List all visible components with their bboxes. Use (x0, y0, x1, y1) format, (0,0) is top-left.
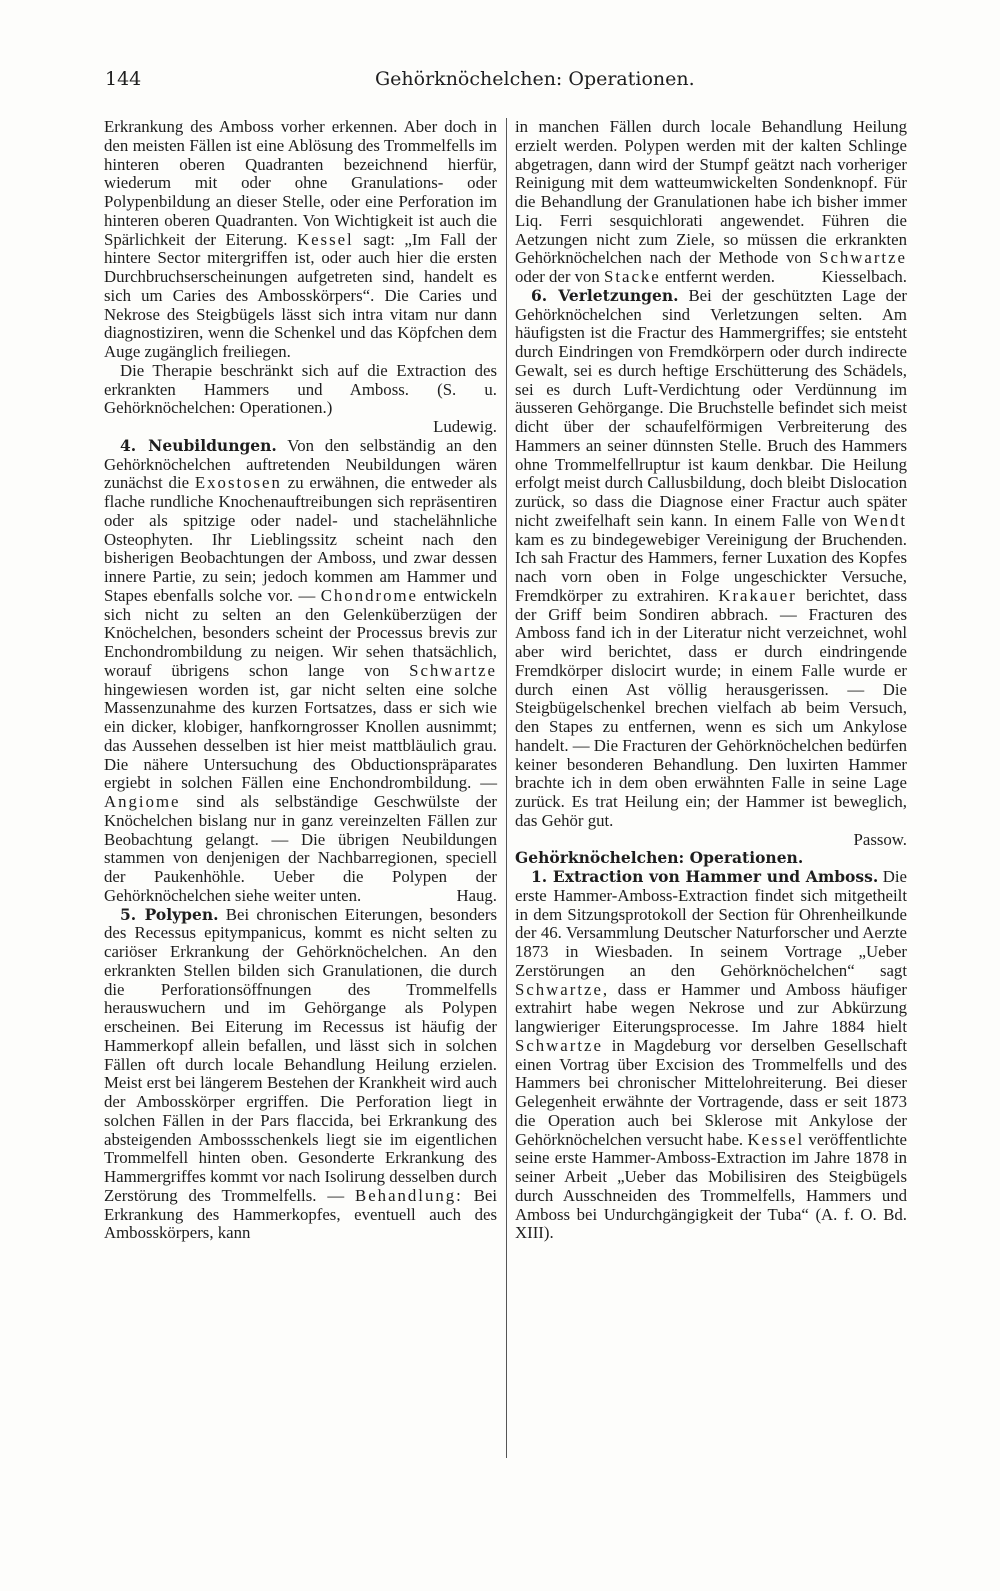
author-name: Wendt (853, 510, 907, 530)
text: zu erwähnen, die entweder als flache rundliche Knochenauftreibungen sich repräsentiren oder als spitzige oder nadel- und stachelähnliche Osteophyten. Ihr Lieblingssitz scheint nach den bisherigen Beobachtungen der Amboss, und zwar dessen innere Partie, zu sein; jedoch kommen am Hammer und Stapes ebenfalls solche vor. — (104, 473, 498, 605)
text: in manchen Fällen durch locale Behandlung Heilung erzielt werden. Polypen werden mit der kalten Schlinge abgetragen, dann wird der Stumpf geätzt nach vorheriger Reinigung mit dem watteumwickelten Sondenknopf. Für die Behandlung der Granulationen habe ich bisher immer Liq. Ferri sesquichlorati angewendet. Führen die Aetzungen nicht zum Ziele, so müssen die erkrankten Gehörknöchelchen nach der Methode von (515, 117, 907, 268)
left-column (104, 118, 497, 1243)
section-neubildungen (104, 437, 497, 906)
author-signature: Kiesselbach. (821, 267, 907, 286)
author-name: Stacke (604, 267, 661, 286)
text: veröffentlichte seine erste Hammer-Amboss-Extraction im Jahre 1878 in seiner Arbeit „Ueber das Mobilisiren des Steigbügels durch Ausschneiden des Trommelfells, Hammers und Amboss bei Undurchgängigkeit der Tuba“ (A. f. O. Bd. XIII). (515, 1129, 907, 1243)
section-heading: 4. Neubildungen. (120, 435, 277, 455)
author-name: Kessel (296, 229, 354, 249)
text: berichtet, dass der Griff beim Sondiren abbrach. — Fracturen des Amboss fand ich in der Literatur nicht verzeichnet, wohl aber wird berichtet, dass er durch eindringende Fremdkörper dislocirt wurde; in einem Falle wurde er durch einen Ast völlig herausgerissen. — Die Steigbügelschenkel brechen vielfach ab beim Versuch, den Stapes zu entfernen, wenn es sich um Ankylose handelt. — Die Fracturen der Gehörknöchelchen bedürfen keiner besonderen Behandlung. Den luxirten Hammer brachte ich in dem oben erwähnten Falle in seine Lage zurück. Es trat Heilung ein; der Hammer ist beweglich, das Gehör gut. (515, 585, 907, 830)
term: Exostosen (194, 473, 282, 493)
term: Chondrome (320, 585, 418, 605)
section-heading: 5. Polypen. (120, 904, 219, 924)
term: Angiome (104, 792, 181, 811)
text: oder der von (515, 267, 605, 286)
section-polypen (104, 906, 497, 1244)
page-number: 144 (105, 68, 142, 90)
text: , dass er Hammer und Amboss häufiger extrahirt habe wegen Nekrose und zur Abkürzung langwieriger Eiterungsprocesse. Im Jahre 1884 hielt (515, 979, 907, 1036)
term: Behandlung: (355, 1185, 463, 1205)
text: sind als selbständige Geschwülste der Knöchelchen bislang nur in ganz vereinzelten Fällen zur Beobachtung gelangt. — Die übrigen Neubildungen stammen von denjenigen der Nachbarregionen, speciell der Paukenhöhle. Ueber die Polypen der Gehörknöchelchen siehe weiter unten. (104, 792, 497, 905)
author-signature: Passow. (853, 829, 907, 849)
text: entwickeln sich nicht zu selten an den Gelenküberzügen der Knöchelchen, besonders scheint der Processus brevis zur Enchondrombildung zu neigen. Wir sehen thatsächlich, worauf übrigens schon lange von (104, 585, 497, 680)
text: kam es zu bindegewebiger Vereinigung der Bruchenden. Ich sah Fractur des Hammers, ferner Luxation des Kopfes nach vorn oben in Folge ungeschickter Versuche, Fremdkörper zu extrahiren. (515, 529, 907, 605)
column-divider (506, 118, 507, 1458)
author-name: Schwartze (819, 248, 907, 268)
text: Die erste Hammer-Amboss-Extraction findet sich mitgetheilt in dem Sitzungsprotokoll der Section für Ohrenheilkunde der 46. Versammlung Deutscher Naturforscher und Aerzte 1873 in Wiesbaden. In seinem Vortrage „Ueber Zerstörungen an den Gehörknöchelchen“ sagt (515, 867, 907, 980)
text: Von den selbständig an den Gehörknöchelchen auftretenden Neubildungen wären zunächst die (104, 435, 497, 493)
right-column (515, 118, 907, 1243)
author-signature: Ludewig. (433, 417, 497, 436)
running-title: Gehörknöchelchen: Operationen. (375, 68, 695, 90)
author-signature: Haug. (456, 885, 497, 905)
text: entfernt werden. (660, 267, 775, 286)
author-name: Schwartze (515, 1035, 603, 1055)
section-heading: 1. Extraction von Hammer und Amboss. (531, 867, 879, 886)
text: Bei Erkrankung des Hammerkopfes, eventuell auch des Ambosskörpers, kann (104, 1185, 498, 1243)
paragraph (515, 118, 907, 287)
text: Bei der geschützten Lage der Gehörknöchelchen sind Verletzungen selten. Am häufigsten ist die Fractur des Hammergriffes; sie entsteht durch Eindringen von Fremdkörpern oder durch indirecte Gewalt, sei es durch heftige Erschütterung des Schädels, sei es durch Luft-Verdichtung oder Verdünnung im äusseren Gehörgange. Die Bruchstelle befindet sich meist dicht über der schaufelförmigen Verbreiterung des Hammers an seiner dünnsten Stelle. Bruch des Hammers ohne Trommelfellruptur ist kaum denkbar. Die Heilung erfolgt meist durch Callusbildung, doch bleibt Dislocation zurück, so dass die Diagnose einer Fractur auch später nicht zweifelhaft sein kann. In einem Falle von (515, 285, 907, 530)
author-name: Schwartze (409, 660, 497, 680)
section-extraction (515, 868, 907, 1243)
section-heading: 6. Verletzungen. (531, 285, 679, 305)
text: Bei chronischen Eiterungen, besonders des Recessus epitympanicus, kommt es nicht selten zu cariöser Erkrankung der Gehörknöchelchen. An den erkrankten Stellen bilden sich Granulationen, die durch die Perforationsöffnungen des Trommelfells herauswuchern und im Gehörgange als Polypen erscheinen. Bei Eiterung im Recessus ist häufig der Hammerkopf allein befallen, und lässt sich in solchen Fällen oft durch locale Behandlung Heilung erzielen. Meist erst bei längerem Bestehen der Krankheit wird auch der Ambosskörper ergriffen. Die Perforation liegt in solchen Fällen in der Pars flaccida, bei Erkrankung des absteigenden Ambossschenkels liegt sie im eigentlichen Trommelfell hinten oben. Gesonderte Erkrankung des Hammergriffes kommt vor nach Isolirung desselben durch Zerstörung des Trommelfells. — (104, 904, 497, 1205)
text: Erkrankung des Amboss vorher erkennen. Aber doch in den meisten Fällen ist eine Ablösung des Trommelfells im hinteren oberen Quadranten bezeichnend hierfür, wiederum mit oder ohne Granulations- oder Polypenbildung an dieser Stelle, oder eine Perforation im hinteren oberen Quadranten. Von Wichtigkeit ist auch die Spärlichkeit der Eiterung. (104, 117, 497, 249)
author-name: Schwartze (515, 979, 603, 999)
paragraph (104, 118, 497, 362)
text: hingewiesen worden ist, gar nicht selten eine solche Massenzunahme des kurzen Fortsatzes, dass er sich wie ein dicker, klobiger, hanfkorngrosser Knollen ausnimmt; das Aussehen desselben ist hier meist mattbläulich grau. Die nähere Untersuchung des Obductionspräparates ergiebt in solchen Fällen eine Enchondrombildung. — (104, 679, 497, 793)
text: in Magdeburg vor derselben Gesellschaft einen Vortrag über Excision des Trommelfells und des Hammers bei chronischer Mittelohreiterung. Bei dieser Gelegenheit erwähnte der Vortragende, dass er seit 1873 die Operation auch bei Sklerose mit Ankylose der Gehörknöchelchen versucht habe. (515, 1035, 907, 1149)
paragraph: Die Therapie beschränkt sich auf die Extraction des erkrankten Hammers und Amboss. (S. u. Gehörknöchelchen: Operationen.) (104, 360, 497, 418)
text: sagt: „Im Fall der hintere Sector mitergriffen ist, oder auch hier die ersten Durchbruchserscheinungen aufgetreten sind, handelt es sich um Caries des Ambosskörpers“. Die Caries und Nekrose des Steigbügels lässt sich intra vitam nur dann diagnostiziren, wenn die Schenkel und das Köpfchen dem Auge zugänglich freiliegen. (104, 229, 498, 361)
main-heading: Gehörknöchelchen: Operationen. (515, 848, 804, 868)
author-name: Kessel (747, 1129, 805, 1149)
section-verletzungen (515, 287, 907, 831)
page-header (105, 68, 895, 98)
author-name: Krakauer (718, 585, 797, 605)
